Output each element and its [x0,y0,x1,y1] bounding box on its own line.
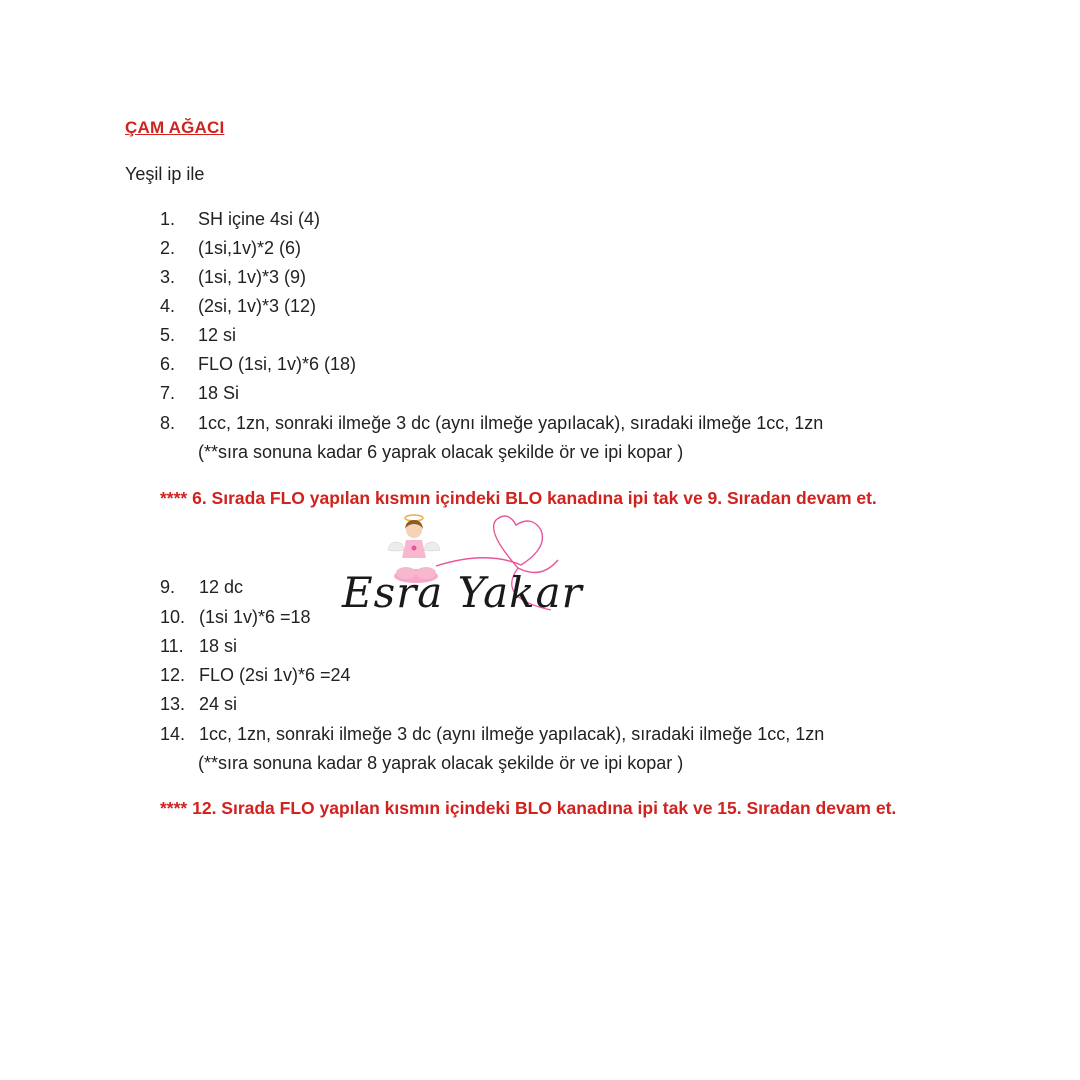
step-text: FLO (1si, 1v)*6 (18) [198,354,357,374]
step-number: 12. [160,665,186,685]
logo [336,510,586,640]
step-number: 7. [160,383,176,403]
step-number: 14. [160,724,186,744]
step-number: 6. [160,354,176,374]
signature: Esra Yakar [342,568,583,617]
step-text: 12 si [198,325,237,345]
step-text: 24 si [199,694,238,714]
note-red: **** 12. Sırada FLO yapılan kısmın içindeki BLO kanadına ipi tak ve 15. Sıradan devam et. [160,798,897,818]
yarn-instruction: Yeşil ip ile [125,164,205,184]
step-number: 1. [160,209,176,229]
step-number: 11. [160,636,184,656]
step-subtext: (**sıra sonuna kadar 8 yaprak olacak şekilde ör ve ipi kopar ) [198,753,684,773]
step-text: 1cc, 1zn, sonraki ilmeğe 3 dc (aynı ilmeğe yapılacak), sıradaki ilmeğe 1cc, 1zn [198,413,824,433]
step-text: (1si,1v)*2 (6) [198,238,302,258]
step-number: 4. [160,296,176,316]
step-text: (1si 1v)*6 =18 [199,607,311,627]
step-number: 3. [160,267,176,287]
step-number: 9. [160,577,176,597]
step-number: 5. [160,325,176,345]
page-title: ÇAM AĞACI [125,118,225,137]
step-number: 10. [160,607,186,627]
step-text: 12 dc [199,577,244,597]
step-number: 2. [160,238,176,258]
step-text: SH içine 4si (4) [198,209,321,229]
note-red: **** 6. Sırada FLO yapılan kısmın içindeki BLO kanadına ipi tak ve 9. Sıradan devam et. [160,488,877,508]
step-text: 1cc, 1zn, sonraki ilmeğe 3 dc (aynı ilmeğe yapılacak), sıradaki ilmeğe 1cc, 1zn [199,724,825,744]
step-subtext: (**sıra sonuna kadar 6 yaprak olacak şekilde ör ve ipi kopar ) [198,442,684,462]
step-number: 13. [160,694,186,714]
step-text: FLO (2si 1v)*6 =24 [199,665,351,685]
step-text: 18 Si [198,383,240,403]
step-text: 18 si [199,636,238,656]
step-text: (2si, 1v)*3 (12) [198,296,317,316]
step-number: 8. [160,413,176,433]
step-text: (1si, 1v)*3 (9) [198,267,307,287]
